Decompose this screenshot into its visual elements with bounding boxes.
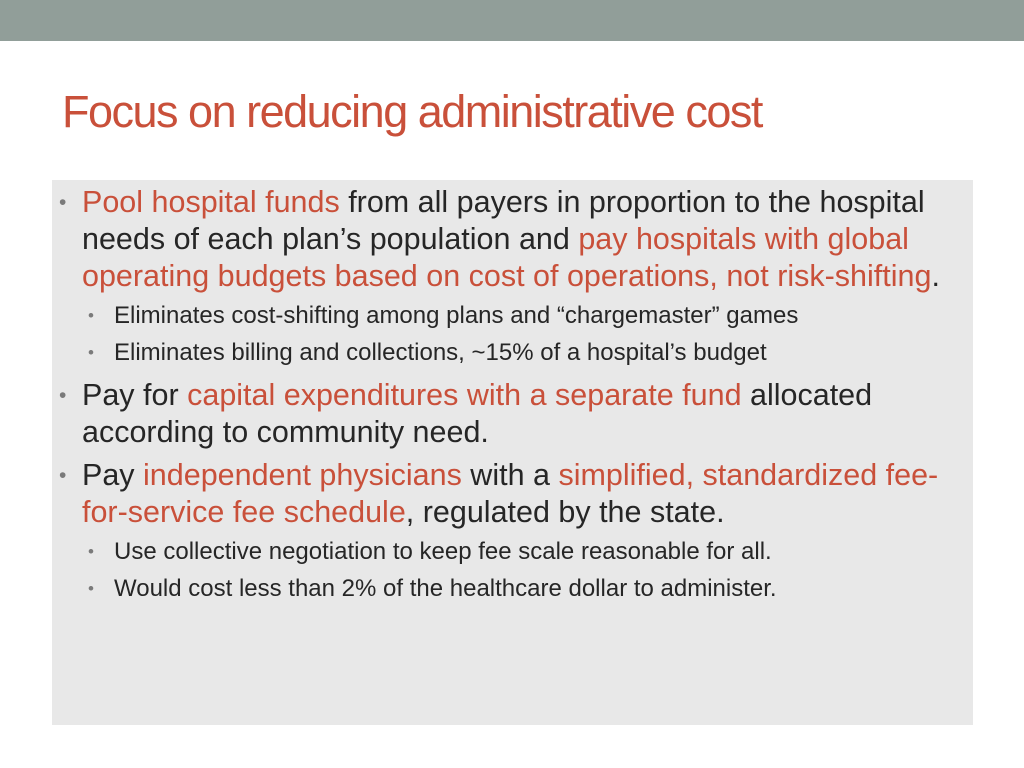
top-accent-bar [0,0,1024,41]
content-box [52,180,973,725]
sub-bullet-dot-icon: • [88,542,94,561]
sub-bullet-list [82,533,952,607]
sub-bullet-text: Eliminates cost-shifting among plans and “chargemaster” games [114,302,799,329]
bullet-dot-icon: • [59,384,67,407]
highlight-text: capital expenditures with a separate fund [187,378,742,412]
sub-bullet-item [82,297,952,334]
bullet-text: Pay [82,458,144,492]
bullet-text: from all payers in proportion to the hospital needs of each plan’s population and [82,185,925,256]
bullet-text: allocated according to community need. [82,378,873,449]
slide-title: Focus on reducing administrative cost [62,86,762,137]
sub-bullet-text: Would cost less than 2% of the healthcare dollar to administer. [114,575,777,602]
sub-bullet-dot-icon: • [88,579,94,598]
bullet-item-pool-funds [52,184,952,371]
bullet-dot-icon: • [59,464,67,487]
sub-bullet-text: Eliminates billing and collections, ~15% of a hospital’s budget [114,339,767,366]
highlight-text: simplified, standardized fee-for-service fee schedule [82,458,939,529]
sub-bullet-item [82,533,952,570]
bullet-list [52,184,952,613]
bullet-text: . [931,259,940,293]
highlight-text: Pool hospital funds [82,185,340,219]
bullet-text: Pay for [82,378,188,412]
bullet-text: , regulated by the state. [405,495,725,529]
sub-bullet-item [82,334,952,371]
sub-bullet-item [82,570,952,607]
bullet-dot-icon: • [59,191,67,214]
sub-bullet-text: Use collective negotiation to keep fee scale reasonable for all. [114,538,772,565]
sub-bullet-dot-icon: • [88,306,94,325]
sub-bullet-dot-icon: • [88,343,94,362]
bullet-item-physicians [52,457,952,607]
highlight-text: independent physicians [143,458,462,492]
bullet-text: with a [461,458,559,492]
highlight-text: pay hospitals with global operating budgets based on cost of operations, not risk-shifting [82,222,932,293]
sub-bullet-list [82,297,952,371]
bullet-item-capital [52,377,952,451]
